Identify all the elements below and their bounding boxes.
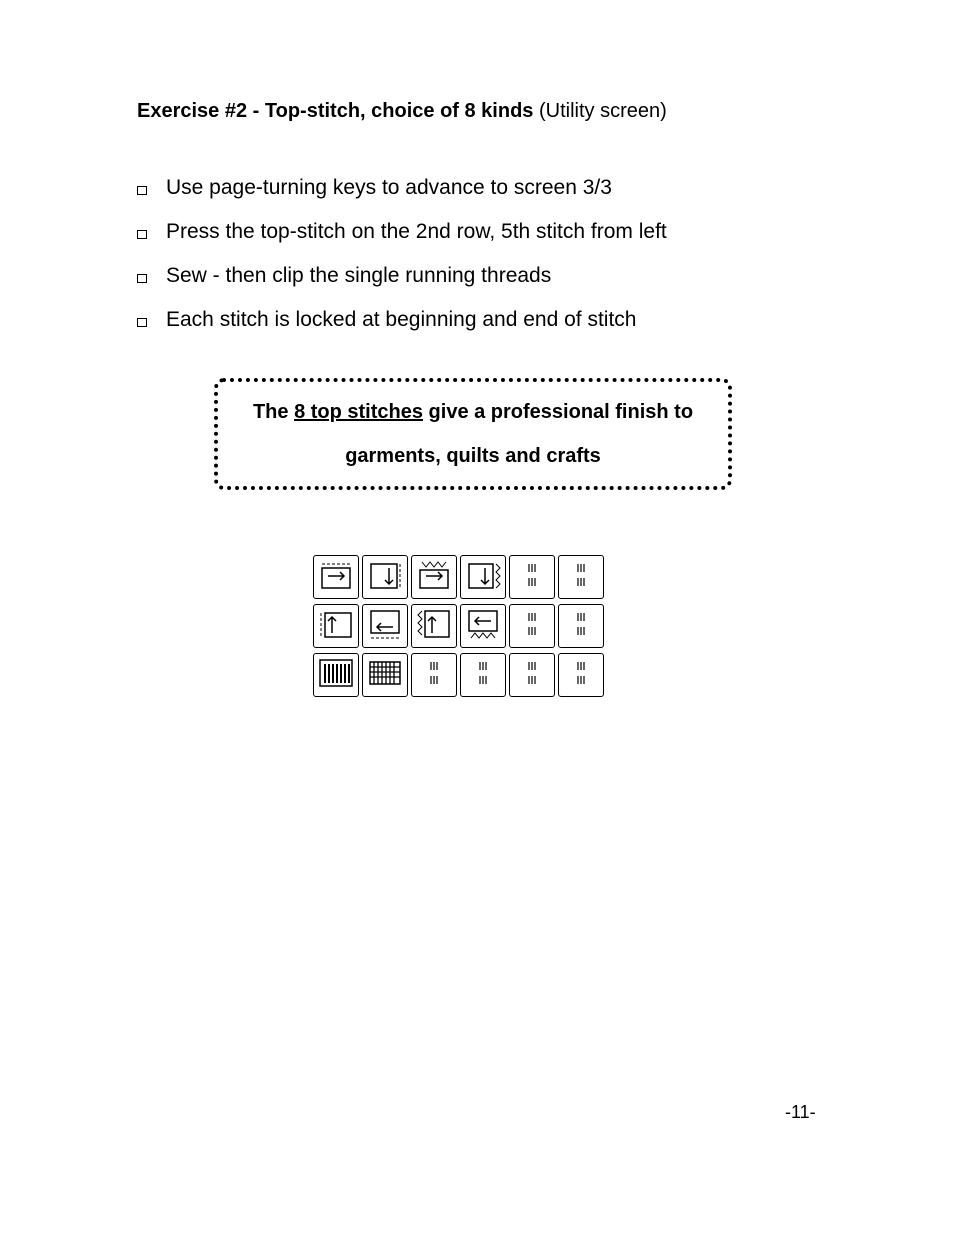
zigzag-arrow-up-icon bbox=[414, 605, 454, 648]
checkbox-bullet-icon bbox=[137, 318, 147, 327]
list-item bbox=[137, 210, 667, 254]
topstitch-icon bbox=[463, 654, 503, 697]
callout-prefix: The bbox=[252, 401, 295, 423]
checkbox-bullet-icon bbox=[137, 186, 147, 195]
list-item bbox=[137, 166, 667, 210]
callout-link-text: 8 top stitches bbox=[294, 401, 423, 423]
topstitch-icon bbox=[414, 654, 454, 697]
stitch-key-r1-c3[interactable] bbox=[411, 555, 457, 599]
topstitch-icon bbox=[561, 654, 601, 697]
stitch-key-r3-c3[interactable] bbox=[411, 653, 457, 697]
stitch-key-r3-c4[interactable] bbox=[460, 653, 506, 697]
stitch-key-r1-c1[interactable] bbox=[313, 555, 359, 599]
stitch-key-r1-c6[interactable] bbox=[558, 555, 604, 599]
stitch-key-r3-c5[interactable] bbox=[509, 653, 555, 697]
arrow-down-right-icon bbox=[365, 556, 405, 599]
callout-line-1 bbox=[253, 390, 693, 434]
stitch-key-r1-c2[interactable] bbox=[362, 555, 408, 599]
satin-bars-icon bbox=[316, 654, 356, 697]
list-item-text: Sew - then clip the single running threads bbox=[166, 264, 552, 287]
topstitch-icon bbox=[512, 605, 552, 648]
stitch-key-r2-c6[interactable] bbox=[558, 604, 604, 648]
list-item bbox=[137, 254, 667, 298]
topstitch-icon bbox=[561, 605, 601, 648]
instruction-list bbox=[137, 166, 667, 342]
topstitch-icon bbox=[512, 556, 552, 599]
stitch-key-r3-c1[interactable] bbox=[313, 653, 359, 697]
stitch-selection-grid bbox=[313, 555, 604, 697]
stitch-key-r2-c5[interactable] bbox=[509, 604, 555, 648]
callout-line-2: garments, quilts and crafts bbox=[345, 445, 601, 467]
stitch-key-r1-c4[interactable] bbox=[460, 555, 506, 599]
grid-fill-icon bbox=[365, 654, 405, 697]
arrow-left-bottom-icon bbox=[365, 605, 405, 648]
topstitch-icon bbox=[561, 556, 601, 599]
page-number: -11- bbox=[785, 1102, 816, 1122]
stitch-key-r2-c1[interactable] bbox=[313, 604, 359, 648]
zigzag-arrow-left-icon bbox=[463, 605, 503, 648]
topstitch-icon bbox=[512, 654, 552, 697]
list-item-text: Use page-turning keys to advance to screen 3/3 bbox=[166, 176, 612, 199]
stitch-key-r1-c5[interactable] bbox=[509, 555, 555, 599]
list-item bbox=[137, 298, 667, 342]
checkbox-bullet-icon bbox=[137, 274, 147, 283]
callout-box bbox=[214, 378, 732, 490]
stitch-key-r3-c2[interactable] bbox=[362, 653, 408, 697]
heading-subtitle: (Utility screen) bbox=[538, 100, 667, 122]
callout-suffix: give a professional finish to bbox=[422, 401, 694, 423]
list-item-text: Each stitch is locked at beginning and end of stitch bbox=[166, 308, 637, 331]
list-item-text: Press the top-stitch on the 2nd row, 5th stitch from left bbox=[166, 220, 667, 243]
stitch-key-r2-c2[interactable] bbox=[362, 604, 408, 648]
arrow-up-left-icon bbox=[316, 605, 356, 648]
stitch-key-r2-c4[interactable] bbox=[460, 604, 506, 648]
stitch-key-r3-c6[interactable] bbox=[558, 653, 604, 697]
heading-title: Exercise #2 - Top-stitch, choice of 8 kinds bbox=[137, 100, 534, 122]
arrow-down-zigzag-icon bbox=[463, 556, 503, 599]
checkbox-bullet-icon bbox=[137, 230, 147, 239]
zigzag-arrow-right-icon bbox=[414, 556, 454, 599]
arrow-right-top-icon bbox=[316, 556, 356, 599]
exercise-heading bbox=[137, 100, 667, 123]
stitch-key-r2-c3[interactable] bbox=[411, 604, 457, 648]
